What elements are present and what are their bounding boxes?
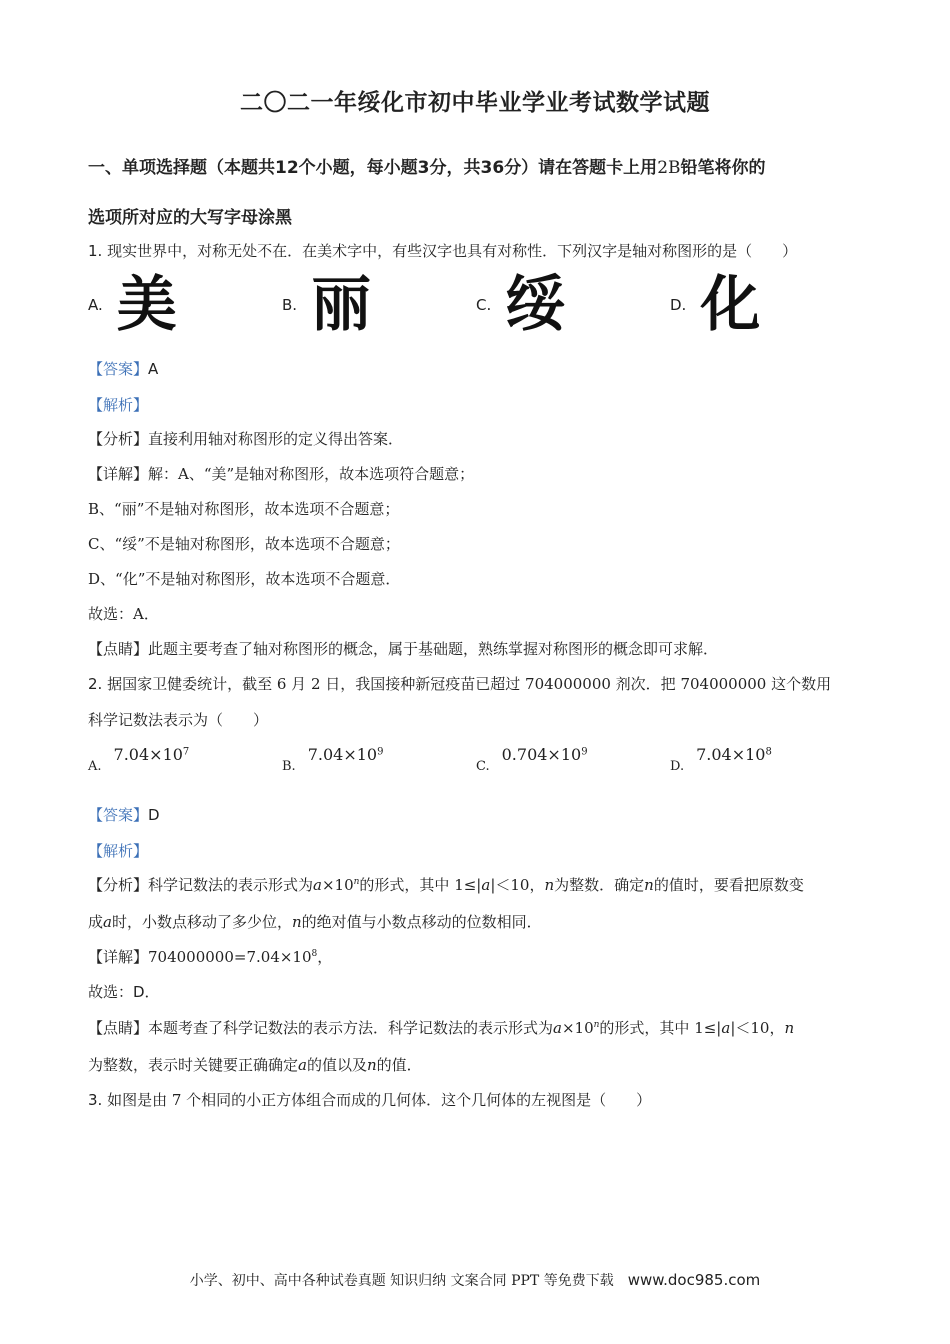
page-title: 二〇二一年绥化市初中毕业学业考试数学试题 <box>240 90 710 116</box>
q1-stem: 1. 现实世界中，对称无处不在．在美术字中，有些汉字也具有对称性．下列汉字是轴对称图形的是（ ） <box>88 242 798 260</box>
q2-fenxi: 【分析】科学记数法的表示形式为$a\times 10^n$的形式，其中 1≤|a|＜10，n为整数．确定n的值时，要看把原数变 <box>88 876 804 894</box>
footer-text: 小学、初中、高中各种试卷真题 知识归纳 文案合同 PPT 等免费下载 <box>189 1273 614 1289</box>
q3-stem: 3. 如图是由 7 个相同的小正方体组合而成的几何体．这个几何体的左视图是（ ） <box>88 1091 652 1109</box>
section-heading: 一、单项选择题（本题共12个小题，每小题3分，共36分）请在答题卡上用2B铅笔将你的 <box>88 158 766 178</box>
q1-detail-d: D、“化”不是轴对称图形，故本选项不合题意． <box>88 570 401 588</box>
q1-detail-c: C、“绥”不是轴对称图形，故本选项不合题意； <box>88 535 400 553</box>
q2-comment-line2: 为整数，表示时关键要正确确定a的值以及n的值． <box>88 1056 422 1074</box>
q2-stem-line2: 科学记数法表示为（ ） <box>88 711 269 729</box>
q1-answer: 【答案】A <box>88 360 159 378</box>
q2-stem: 2. 据国家卫健委统计，截至 6 月 2 日，我国接种新冠疫苗已超过 704000000 剂次．把 704000000 这个数用 <box>88 675 832 693</box>
q1-analysis-tag: 【解析】 <box>88 396 149 414</box>
q1-choose: 故选：A． <box>88 605 159 623</box>
q2-comment: 【点睛】本题考查了科学记数法的表示方法．科学记数法的表示形式为$a\times 10^n$的形式，其中 1≤|a|＜10，n <box>88 1019 795 1037</box>
footer-url[interactable]: www.doc985.com <box>627 1271 761 1289</box>
q1-option-a: A. 美 <box>88 270 177 340</box>
q2-options <box>88 745 868 775</box>
q2-analysis-tag: 【解析】 <box>88 842 149 860</box>
q1-detail-b: B、“丽”不是轴对称图形，故本选项不合题意； <box>88 500 400 518</box>
q1-option-b: B. 丽 <box>282 270 372 340</box>
q2-option-c: $C.0.704\times 10^9$ <box>476 745 588 774</box>
q2-choose: 故选：D． <box>88 983 160 1001</box>
q1-fenxi: 【分析】直接利用轴对称图形的定义得出答案． <box>88 430 404 448</box>
q1-detail: 【详解】解：A、“美”是轴对称图形，故本选项符合题意； <box>88 465 475 483</box>
q2-option-d: $D.7.04\times 10^8$ <box>670 745 772 774</box>
q1-options <box>88 270 868 340</box>
q2-option-b: $B.7.04\times 10^9$ <box>282 745 384 774</box>
page-footer <box>0 1270 950 1290</box>
q1-comment: 【点睛】此题主要考查了轴对称图形的概念，属于基础题，熟练掌握对称图形的概念即可求解． <box>88 640 719 658</box>
q1-option-c: C. 绥 <box>476 270 566 340</box>
q2-answer: 【答案】D <box>88 806 160 824</box>
q2-option-a: $A.7.04\times 10^7$ <box>88 745 190 774</box>
q1-option-d: D. 化 <box>670 270 761 340</box>
section-heading-line2: 选项所对应的大写字母涂黑 <box>88 208 292 228</box>
q2-detail: 【详解】$704000000=7.04\times 10^8$， <box>88 948 333 966</box>
q2-fenxi-line2: 成a时，小数点移动了多少位，n的绝对值与小数点移动的位数相同． <box>88 913 542 931</box>
